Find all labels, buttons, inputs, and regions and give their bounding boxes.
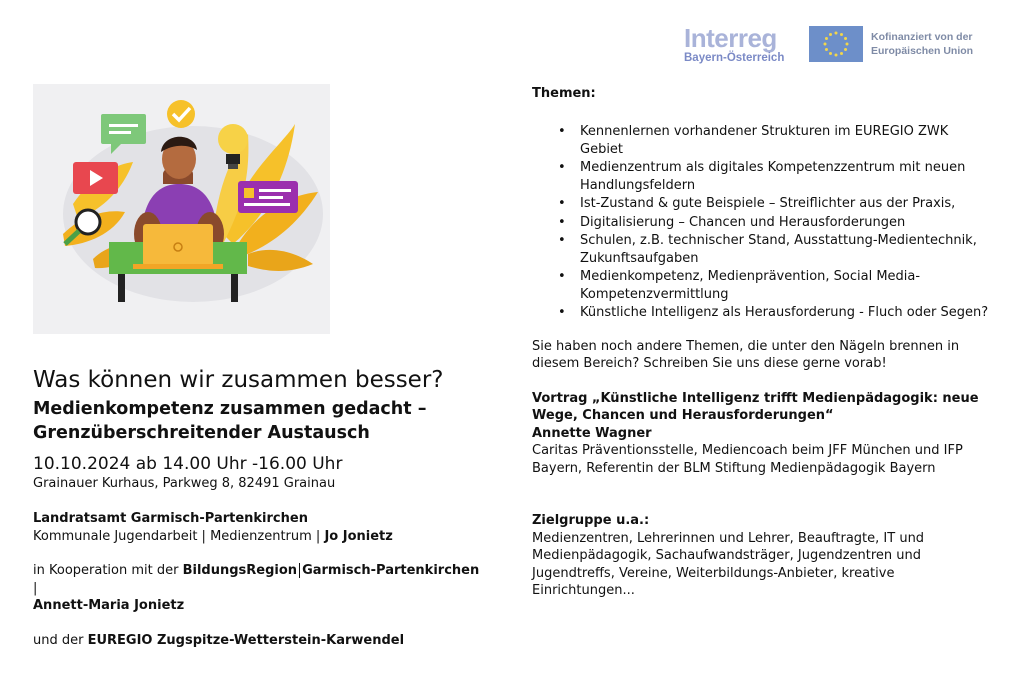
eu-line-2: Europäischen Union	[871, 45, 974, 57]
organizer-contact: Jo Jonietz	[324, 528, 393, 544]
coop-separator: |	[33, 580, 38, 596]
page-subtitle	[33, 397, 483, 445]
list-item: • Künstliche Intelligenz als Herausforderung - Fluch oder Segen?	[580, 304, 992, 322]
euregio-name: EUREGIO Zugspitze-Wetterstein-Karwendel	[87, 632, 405, 648]
organizer-departments: Kommunale Jugendarbeit | Medienzentrum |	[33, 528, 325, 544]
list-item: • Medienzentrum als digitales Kompetenzzentrum mit neuen Handlungsfeldern	[580, 159, 992, 194]
organizer-name: Landratsamt Garmisch-Partenkirchen	[33, 511, 308, 526]
media-illustration	[33, 84, 330, 334]
themes-question: Sie haben noch andere Themen, die unter den Nägeln brennen in diesem Bereich? Schreiben Sie uns diese gerne vorab!	[532, 338, 960, 371]
subtitle-line-2: Grenzüberschreitender Austausch	[33, 423, 370, 443]
eu-line-1: Kofinanziert von der	[871, 31, 973, 43]
speaker-info: Caritas Präventionsstelle, Mediencoach beim JFF München und IFP Bayern, Referentin der BLM Stiftung Medienpädagogik Bayern	[532, 443, 963, 476]
program-details	[532, 85, 992, 600]
coop-intro: in Kooperation mit der	[33, 563, 183, 578]
interreg-wordmark: Interreg	[684, 23, 777, 53]
euregio-intro: und der	[33, 632, 88, 648]
subtitle-line-1: Medienkompetenz zusammen gedacht –	[33, 399, 427, 419]
eu-flag-icon	[809, 26, 863, 62]
themes-list	[532, 123, 992, 322]
coop-contact: Annett-Maria Jonietz	[33, 598, 185, 613]
euregio-block	[33, 632, 483, 650]
talk-block	[532, 390, 992, 478]
event-details	[33, 366, 483, 649]
list-item: • Medienkompetenz, Medienprävention, Social Media-Kompetenzvermittlung	[580, 268, 992, 303]
organizer-block	[33, 510, 483, 545]
themes-heading: Themen:	[532, 86, 596, 101]
checkmark-icon	[167, 100, 195, 128]
list-item: • Schulen, z.B. technischer Stand, Ausstattung-Medientechnik, Zukunftsaufgaben	[580, 232, 992, 267]
eu-cofunded-text	[871, 30, 973, 58]
page-title: Was können wir zusammen besser?	[33, 367, 444, 393]
play-video-icon	[73, 162, 118, 194]
laptop-icon	[133, 224, 223, 269]
interreg-logo	[684, 24, 796, 65]
audience-heading: Zielgruppe u.a.:	[532, 513, 650, 528]
audience-block	[532, 512, 992, 600]
message-card-icon	[238, 181, 298, 213]
interreg-region: Bayern-Österreich	[684, 52, 785, 64]
audience-list: Medienzentren, Lehrerinnen und Lehrer, Beauftragte, IT und Medienpädagogik, Sachaufwandsträger, Jugendzentren und Jugendtreffs, Vereine, Weiterbildungs-Anbieter, kreative Einrichtungen...	[532, 530, 925, 598]
list-item: • Digitalisierung – Chancen und Herausforderungen	[580, 214, 992, 232]
coop-partner-1: BildungsRegion	[182, 563, 298, 578]
event-location: Grainauer Kurhaus, Parkweg 8, 82491 Grainau	[33, 476, 336, 491]
cooperation-block	[33, 562, 483, 615]
header-logos	[684, 24, 994, 66]
list-item: • Kennenlernen vorhandener Strukturen im EUREGIO ZWK Gebiet	[580, 123, 992, 158]
speaker-name: Annette Wagner	[532, 425, 652, 441]
talk-title: Vortrag „Künstliche Intelligenz trifft Medienpädagogik: neue Wege, Chancen und Herausforderungen“	[532, 390, 979, 423]
list-item: • Ist-Zustand & gute Beispiele – Streiflichter aus der Praxis,	[580, 195, 992, 213]
event-date: 10.10.2024 ab 14.00 Uhr -16.00 Uhr	[33, 454, 343, 474]
coop-partner-2: Garmisch-Partenkirchen	[302, 563, 480, 578]
